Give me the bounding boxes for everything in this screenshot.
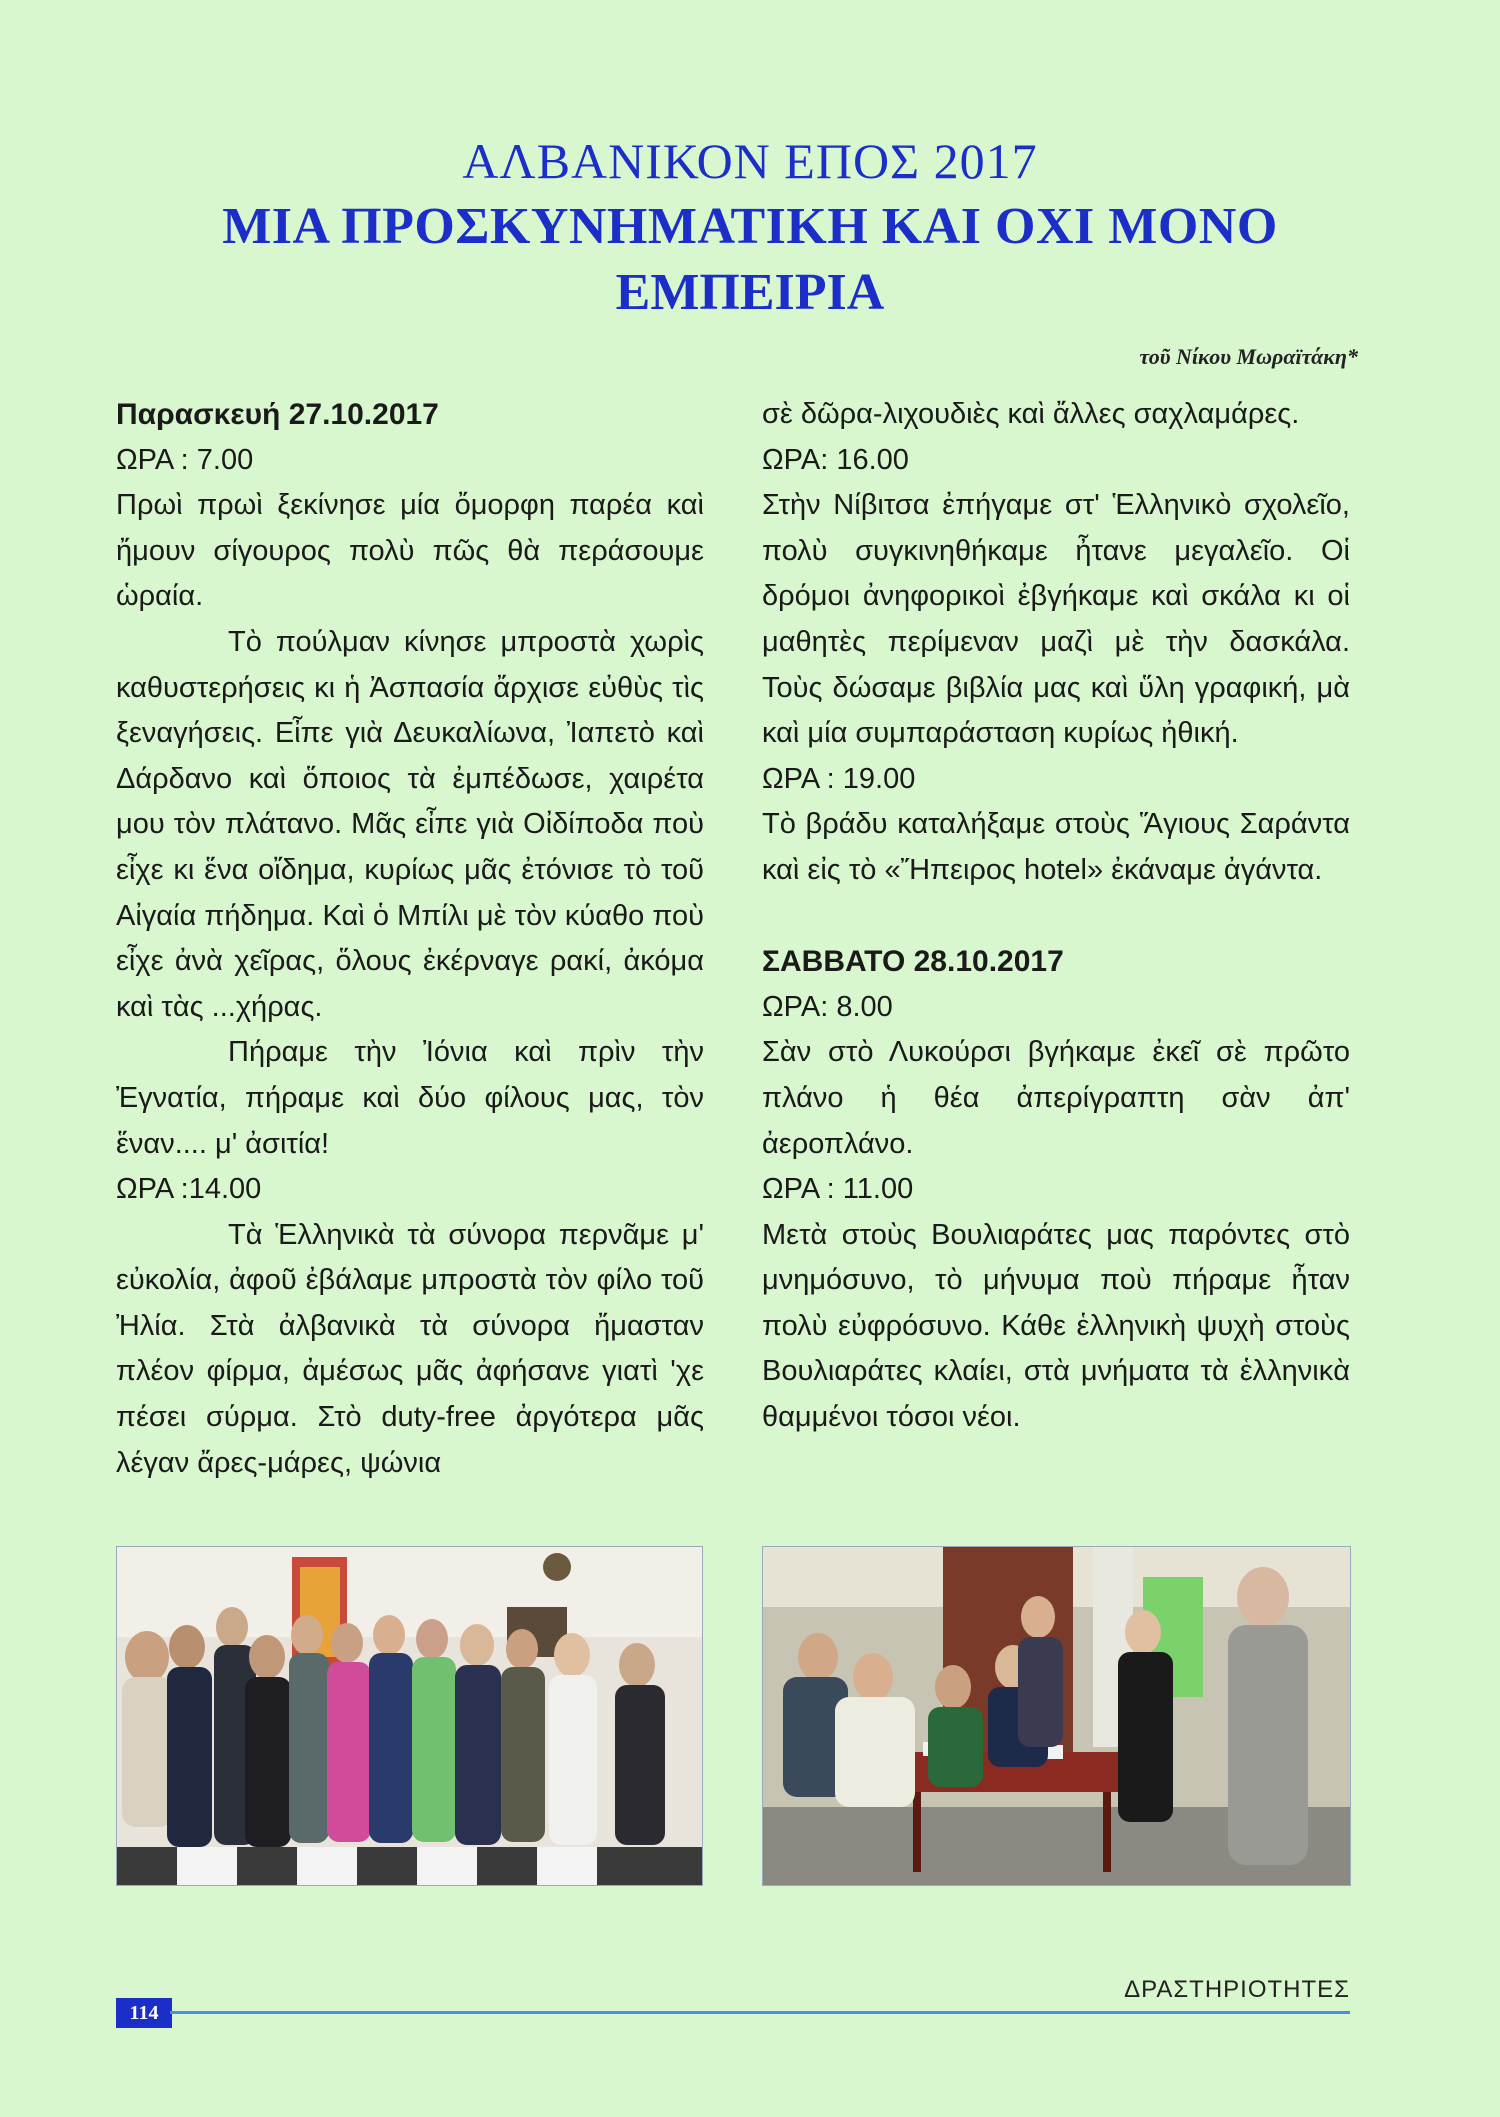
paragraph: σὲ δῶρα-λιχουδιὲς καὶ ἄλλες σαχλαμάρες. xyxy=(762,398,1300,430)
left-column xyxy=(116,392,704,1486)
group-photo xyxy=(116,1546,703,1886)
paragraph: Πρωὶ πρωὶ ξεκίνησε μία ὄμορφη παρέα καὶ ἤμουν σίγουρος πολὺ πῶς θὰ περάσουμε ὡραία. xyxy=(116,489,704,613)
paragraph: Τὸ πούλμαν κίνησε μπροστὰ χωρὶς καθυστερήσεις κι ἡ Ἀσπασία ἄρχισε εὐθὺς τὶς ξεναγήσεις. Εἶπε γιὰ Δευκαλίωνα, Ἰαπετὸ καὶ Δάρδανο καὶ ὅποιος τὰ ἐμπέδωσε, χαιρέτα μου τὸν πλάτανο. Μᾶς εἶπε γιὰ Οἰδίποδα ποὺ εἶχε κι ἕνα οἴδημα, κυρίως μᾶς ἐτόνισε τὸ τοῦ Αἰγαία πήδημα. Καὶ ὁ Μπίλι μὲ τὸν κύαθο ποὺ εἶχε ἀνὰ χεῖρας, ὅλους ἐκέρναγε ρακί, ἀκόμα καὶ τὰς ...χήρας. xyxy=(116,625,704,1023)
right-column xyxy=(762,392,1350,1441)
time-label: ΩΡΑ : 19.00 xyxy=(762,762,916,795)
time-label: ΩΡΑ : 11.00 xyxy=(762,1173,914,1206)
paragraph: Τὰ Ἑλληνικὰ τὰ σύνορα περνᾶμε μ' εὐκολία, ἀφοῦ ἐβάλαμε μπροστὰ τὸν φίλο τοῦ Ἠλία. Στὰ ἀλβανικὰ τὰ σύνορα ἤμασταν πλέον φίρμα, ἀμέσως μᾶς ἀφήσανε γιατὶ 'χε πέσει σύρμα. Στὸ duty-free ἀργότερα μᾶς λέγαν ἄρες-μάρες, ψώνια xyxy=(116,1218,704,1479)
paragraph: Πήραμε τὴν Ἰόνια καὶ πρὶν τὴν Ἐγνατία, πήραμε καὶ δύο φίλους μας, τὸν ἕναν.... μ' ἀσιτία! xyxy=(116,1036,704,1160)
spacer xyxy=(762,894,1350,940)
time-label: ΩΡΑ : 7.00 xyxy=(116,443,254,476)
paragraph: Στὴν Νίβιτσα ἐπήγαμε στ' Ἑλληνικὸ σχολεῖο, πολὺ συγκινηθήκαμε ἦτανε μεγαλεῖο. Οἱ δρόμοι ἀνηφορικοὶ ἐβγήκαμε καὶ σκάλα κι οἱ μαθητὲς περίμεναν μαζὶ μὲ τὴν δασκάλα. Τοὺς δώσαμε βιβλία μας καὶ ὕλη γραφική, μὰ καὶ μία συμπαράσταση κυρίως ἠθική. xyxy=(762,489,1350,750)
time-label: ΩΡΑ :14.00 xyxy=(116,1173,262,1206)
article-title xyxy=(0,128,1500,326)
day-heading-saturday: ΣΑΒΒΑΤΟ 28.10.2017 xyxy=(762,945,1064,979)
title-line-3: ΕΜΠΕΙΡΙΑ xyxy=(615,264,885,321)
paragraph: Τὸ βράδυ καταλήξαμε στοὺς Ἅγιους Σαράντα καὶ εἰς τὸ «Ἤπειρος hotel» ἐκάναμε ἀγάντα. xyxy=(762,808,1350,886)
paragraph: Σὰν στὸ Λυκούρσι βγήκαμε ἐκεῖ σὲ πρῶτο πλάνο ἡ θέα ἀπερίγραπτη σὰν ἀπ' ἀεροπλάνο. xyxy=(762,1036,1350,1160)
time-label: ΩΡΑ: 8.00 xyxy=(762,990,893,1023)
day-heading-friday: Παρασκευή 27.10.2017 xyxy=(116,398,439,431)
classroom-photo xyxy=(762,1546,1351,1886)
title-line-1: ΑΛΒΑΝΙΚΟΝ ΕΠΟΣ 2017 xyxy=(462,133,1038,189)
title-line-2: ΜΙΑ ΠΡΟΣΚΥΝΗΜΑΤΙΚΗ ΚΑΙ ΟΧΙ ΜΟΝΟ xyxy=(222,198,1278,255)
paragraph: Μετὰ στοὺς Βουλιαράτες μας παρόντες στὸ μνημόσυνο, τὸ μήνυμα ποὺ πήραμε ἦταν πολὺ εὐφρόσυνο. Κάθε ἑλληνικὴ ψυχὴ στοὺς Βουλιαράτες κλαίει, στὰ μνήματα τὰ ἑλληνικὰ θαμμένοι τόσοι νέοι. xyxy=(762,1218,1350,1434)
time-label: ΩΡΑ: 16.00 xyxy=(762,443,909,476)
page-number: 114 xyxy=(116,1998,172,2028)
footer-rule xyxy=(170,2011,1350,2014)
author-byline: τοῦ Νίκου Μωραϊτάκη* xyxy=(1139,344,1358,369)
section-name: ΔΡΑΣΤΗΡΙΟΤΗΤΕΣ xyxy=(1124,1976,1350,2003)
